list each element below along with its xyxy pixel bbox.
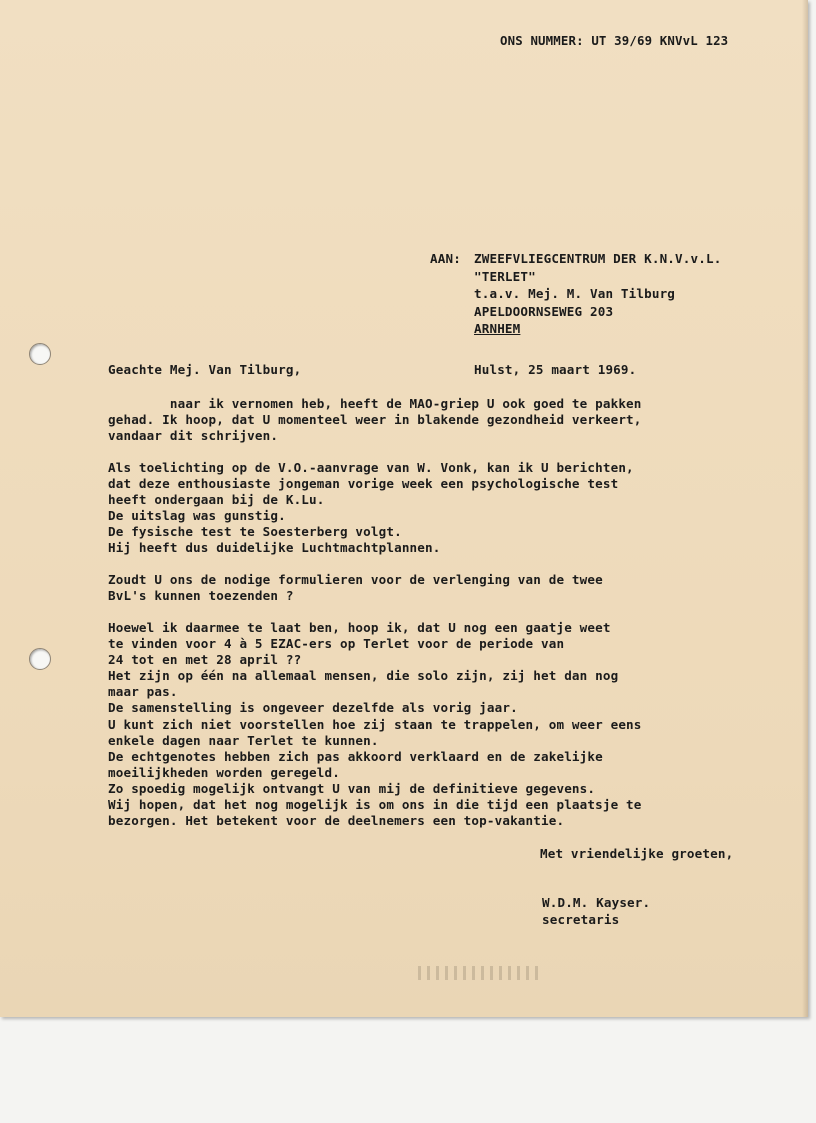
punch-hole [29, 648, 51, 670]
paragraph-3: Zoudt U ons de nodige formulieren voor de verlenging van de twee BvL's kunnen toezenden ? [108, 572, 603, 604]
paragraph-2: Als toelichting op de V.O.-aanvrage van W. Vonk, kan ik U berichten, dat deze enthousiaste jongeman vorige week een psychologische test heeft ondergaan bij de K.Lu. De uitslag was gunstig. De fysische test te Soesterberg volgt. Hij heeft dus duidelijke Luchtmachtplannen. [108, 460, 634, 556]
place-date: Hulst, 25 maart 1969. [474, 362, 637, 377]
reference-number: ONS NUMMER: UT 39/69 KNVvL 123 [500, 33, 729, 48]
address-prefix: AAN: [430, 251, 461, 266]
address-city: ARNHEM [474, 321, 521, 336]
punch-hole [29, 343, 51, 365]
address-line-2: "TERLET" [474, 268, 536, 284]
address-line-1: ZWEEFVLIEGCENTRUM DER K.N.V.v.L. [474, 251, 722, 266]
address-line-4: APELDOORNSEWEG 203 [474, 303, 614, 319]
smudge-mark [418, 966, 538, 980]
signature-title: secretaris [542, 912, 620, 927]
address-line-3: t.a.v. Mej. M. Van Tilburg [474, 286, 676, 301]
signature-name: W.D.M. Kayser. [542, 895, 651, 910]
salutation: Geachte Mej. Van Tilburg, [108, 362, 302, 377]
paragraph-4: Hoewel ik daarmee te laat ben, hoop ik, dat U nog een gaatje weet te vinden voor 4 à 5 EZAC-ers op Terlet voor de periode van 24 tot en met 28 april ?? Het zijn op één na allemaal mensen, die solo zijn, zij het dan nog maar pas. De samenstelling is ongeveer dezelfde als vorig jaar. U kunt zich niet voorstellen hoe zij staan te trappelen, om weer eens enkele dagen naar Terlet te kunnen. De echtgenotes hebben zich pas akkoord verklaard en de zakelijke moeilijkheden worden geregeld. Zo spoedig mogelijk ontvangt U van mij de definitieve gegevens. Wij hopen, dat het nog mogelijk is om ons in die tijd een plaatsje te bezorgen. Het betekent voor de deelnemers een top-vakantie. [108, 620, 642, 829]
paragraph-1: naar ik vernomen heb, heeft de MAO-griep U ook goed te pakken gehad. Ik hoop, dat U momenteel weer in blakende gezondheid verkeert, vandaar dit schrijven. [108, 396, 642, 444]
closing: Met vriendelijke groeten, [540, 846, 734, 861]
